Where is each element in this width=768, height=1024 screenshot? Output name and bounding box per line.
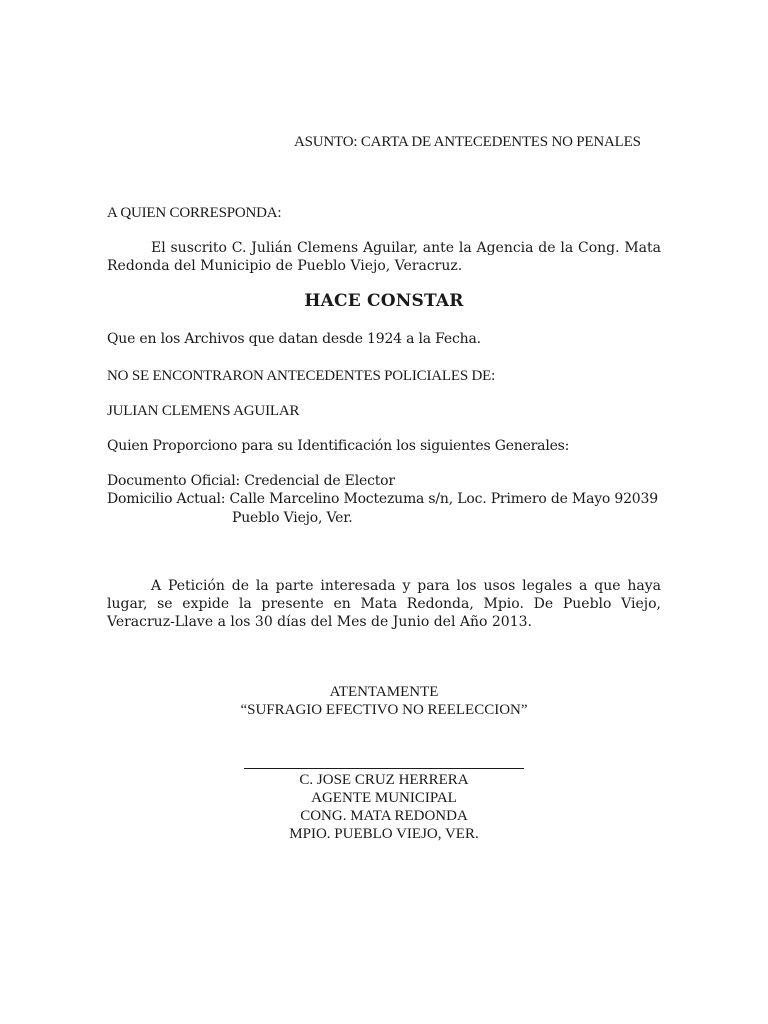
signatory-title: AGENTE MUNICIPAL: [311, 790, 457, 806]
domicilio-continuation: Pueblo Viejo, Ver.: [232, 510, 353, 526]
intro-paragraph: [107, 239, 661, 275]
documento-oficial: Documento Oficial: Credencial de Elector: [107, 473, 395, 489]
archives-line: Que en los Archivos que datan desde 1924 a la Fecha.: [107, 331, 481, 347]
petition-paragraph: [107, 577, 661, 631]
subject-line: ASUNTO: CARTA DE ANTECEDENTES NO PENALES: [294, 134, 641, 150]
intro-paragraph-text: El suscrito C. Julián Clemens Aguilar, ante la Agencia de la Cong. Mata Redonda del Municipio de Pueblo Viejo, Veracruz.: [107, 240, 661, 274]
generals-intro: Quien Proporciono para su Identificación los siguientes Generales:: [107, 438, 570, 454]
domicilio-actual: Domicilio Actual: Calle Marcelino Moctezuma s/n, Loc. Primero de Mayo 92039: [107, 491, 658, 507]
signatory-municipality: MPIO. PUEBLO VIEJO, VER.: [289, 826, 479, 842]
petition-paragraph-text: A Petición de la parte interesada y para los usos legales a que haya lugar, se expide la presente en Mata Redonda, Mpio. De Pueblo Viejo, Veracruz-Llave a los 30 días del Mes de Junio del Año 2013.: [107, 578, 661, 630]
closing-motto: “SUFRAGIO EFECTIVO NO REELECCION”: [240, 702, 528, 718]
person-name: JULIAN CLEMENS AGUILAR: [107, 403, 300, 419]
salutation: A QUIEN CORRESPONDA:: [107, 205, 282, 221]
signature-line: [244, 768, 524, 769]
signatory-congregation: CONG. MATA REDONDA: [300, 808, 468, 824]
signatory-name: C. JOSE CRUZ HERRERA: [299, 772, 469, 788]
heading-hace-constar: HACE CONSTAR: [304, 291, 464, 311]
closing-atentamente: ATENTAMENTE: [329, 684, 439, 700]
no-records-line: NO SE ENCONTRARON ANTECEDENTES POLICIALES DE:: [107, 368, 496, 384]
